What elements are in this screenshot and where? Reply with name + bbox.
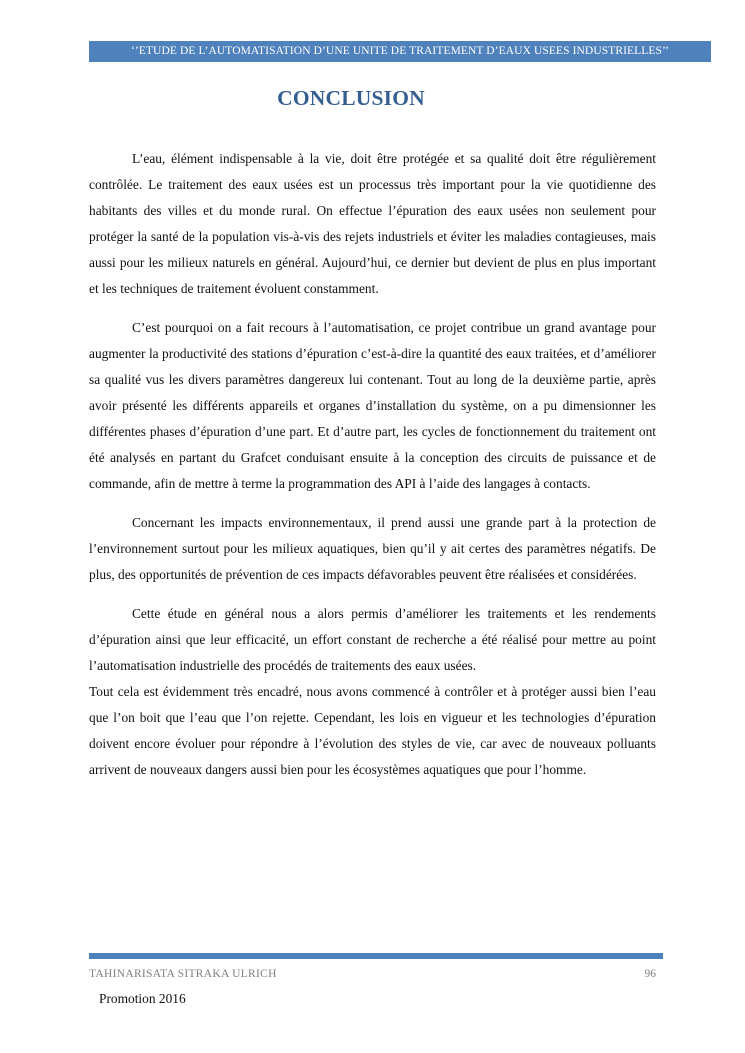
running-header bbox=[89, 41, 711, 62]
footer-promotion: Promotion 2016 bbox=[99, 991, 186, 1006]
paragraph-5: Tout cela est évidemment très encadré, nous avons commencé à contrôler et à protéger aussi bien l’eau que l’on boit que l’eau que l’on rejette. Cependant, les lois en vigueur et les technologies d’épuration doivent encore évoluer pour répondre à l’évolution des styles de vie, car avec de nouveaux polluants arrivent de nouveaux dangers aussi bien pour les écosystèmes aquatiques que pour l’homme. bbox=[89, 684, 656, 777]
body-text bbox=[89, 146, 656, 796]
footer-author: TAHINARISATA SITRAKA ULRICH bbox=[89, 968, 277, 980]
footer-divider bbox=[89, 953, 663, 959]
paragraph-2: C’est pourquoi on a fait recours à l’automatisation, ce projet contribue un grand avantage pour augmenter la productivité des stations d’épuration c’est-à-dire la quantité des eaux traitées, et d’améliorer sa qualité vus les divers paramètres dangereux lui contenant. Tout au long de la deuxième partie, après avoir présenté les différents appareils et organes d’installation du système, on a pu dimensionner les différentes phases d’épuration d’une part. Et d’autre part, les cycles de fonctionnement du traitement ont été analysés en partant du Grafcet conduisant ensuite à la conception des circuits de puissance et de commande, afin de mettre à terme la programmation des API à l’aide des langages à contacts. bbox=[89, 320, 656, 491]
page-number: 96 bbox=[644, 968, 656, 980]
paragraph-4: Cette étude en général nous a alors permis d’améliorer les traitements et les rendements d’épuration ainsi que leur efficacité, un effort constant de recherche a été réalisé pour mettre au point l’automatisation industrielle des procédés de traitements des eaux usées. bbox=[89, 606, 656, 673]
paragraph-1: L’eau, élément indispensable à la vie, doit être protégée et sa qualité doit être régulièrement contrôlée. Le traitement des eaux usées est un processus très important pour la vie quotidienne des habitants des villes et du monde rural. On effectue l’épuration des eaux usées non seulement pour protéger la santé de la population vis-à-vis des rejets industriels et éviter les maladies contagieuses, mais aussi pour les milieux naturels en général. Aujourd’hui, ce dernier but devient de plus en plus important et les techniques de traitement évoluent constamment. bbox=[89, 151, 656, 296]
paragraph-3: Concernant les impacts environnementaux, il prend aussi une grande part à la protection de l’environnement surtout pour les milieux aquatiques, bien qu’il y ait certes des paramètres négatifs. De plus, des opportunités de prévention de ces impacts défavorables peuvent être réalisées et considérées. bbox=[89, 515, 656, 582]
page-title: CONCLUSION bbox=[277, 86, 425, 110]
running-header-title: ‘’ETUDE DE L’AUTOMATISATION D’UNE UNITE DE TRAITEMENT D’EAUX USEES INDUSTRIELLES’’ bbox=[130, 45, 670, 57]
